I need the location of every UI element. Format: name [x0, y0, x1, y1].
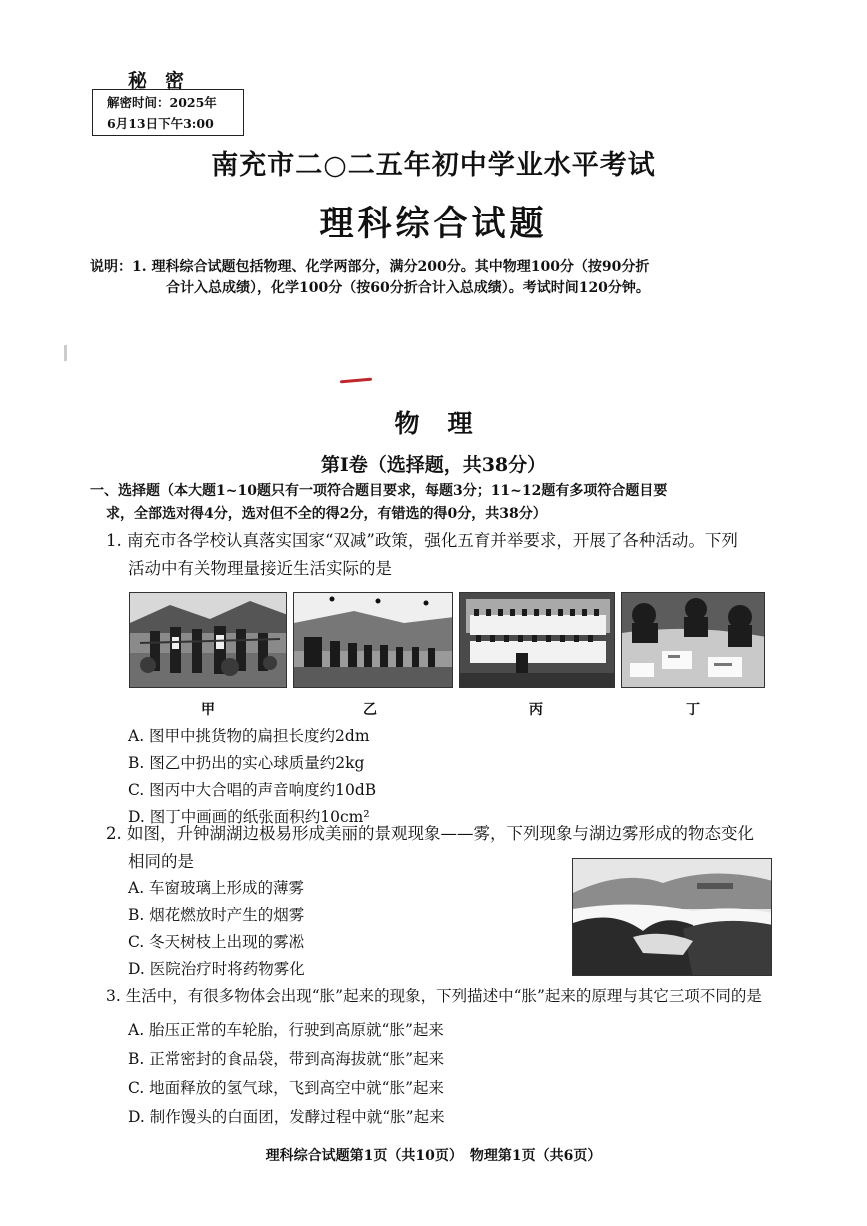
question-1-options	[128, 723, 376, 831]
section-line-2: 求，全部选对得4分，选对但不全的得2分，有错选的得0分，共38分）	[106, 506, 547, 522]
photo-ding-painting	[621, 592, 765, 688]
q3-option-a: A. 胎压正常的车轮胎，行驶到高原就“胀”起来	[128, 1021, 444, 1039]
section-line-1: 一、选择题（本大题1~10题只有一项符合题目要求，每题3分；11~12题有多项符合题目要	[90, 483, 668, 499]
secret-label: 秘密	[128, 70, 203, 92]
declassification-box	[92, 89, 244, 136]
q3-option-d: D. 制作馒头的白面团，发酵过程中就“胀”起来	[128, 1108, 445, 1126]
subject-heading: 物理	[394, 409, 501, 438]
q1-option-b: B. 图乙中扔出的实心球质量约2kg	[128, 754, 365, 772]
q1-stem-line-2: 活动中有关物理量接近生活实际的是	[128, 559, 392, 578]
photo-jia-carrying-pole	[129, 592, 287, 688]
caption-jia: 甲	[201, 702, 215, 718]
q1-option-c: C. 图丙中大合唱的声音响度约10dB	[128, 781, 377, 799]
q3-option-b: B. 正常密封的食品袋，带到高海拔就“胀”起来	[128, 1050, 445, 1068]
q2-option-b: B. 烟花燃放时产生的烟雾	[128, 906, 305, 924]
declass-line-2: 6月13日下午3:00	[107, 116, 214, 131]
question-2-options	[128, 875, 305, 983]
caption-yi: 乙	[363, 702, 377, 718]
caption-bing: 丙	[529, 702, 543, 718]
red-ink-mark	[340, 378, 372, 384]
q2-stem-line-2: 相同的是	[128, 852, 194, 871]
q2-option-d: D. 医院治疗时将药物雾化	[128, 960, 305, 978]
photo-bing-choir	[459, 592, 615, 688]
volume-heading: 第Ⅰ卷（选择题，共38分）	[320, 454, 547, 476]
exam-title: 南充市二○二五年初中学业水平考试	[211, 150, 656, 181]
q2-option-a: A. 车窗玻璃上形成的薄雾	[128, 879, 305, 897]
question-3-stem: 3. 生活中，有很多物体会出现“胀”起来的现象，下列描述中“胀”起来的原理与其它三项不同的是	[106, 987, 762, 1005]
q3-option-c: C. 地面释放的氢气球，飞到高空中就“胀”起来	[128, 1079, 445, 1097]
q1-option-d: D. 图丁中画画的纸张面积约10cm²	[128, 808, 370, 826]
question-3-options	[128, 1016, 445, 1132]
declass-line-1: 解密时间：2025年	[107, 95, 217, 110]
question-1-stem	[106, 527, 786, 583]
section-instructions	[90, 480, 790, 526]
paper-title: 理科综合试题	[319, 204, 548, 244]
q1-stem-line-1: 1. 南充市各学校认真落实国家“双减”政策，强化五育并举要求，开展了各种活动。下列	[106, 531, 738, 550]
note-line-1: 说明：1. 理科综合试题包括物理、化学两部分，满分200分。其中物理100分（按90分折	[90, 259, 650, 275]
q1-option-a: A. 图甲中挑货物的扁担长度约2dm	[128, 727, 370, 745]
photo-lake-fog	[572, 858, 772, 976]
q2-option-c: C. 冬天树枝上出现的雾凇	[128, 933, 305, 951]
scan-mark	[64, 345, 67, 361]
page-footer: 理科综合试题第1页（共10页） 物理第1页（共6页）	[265, 1148, 602, 1164]
instructions-note	[90, 257, 790, 299]
note-line-2: 合计入总成绩），化学100分（按60分折合计入总成绩）。考试时间120分钟。	[166, 280, 650, 296]
q2-stem-line-1: 2. 如图，升钟湖湖边极易形成美丽的景观现象——雾，下列现象与湖边雾形成的物态变化	[106, 824, 754, 843]
photo-yi-shot-put	[293, 592, 453, 688]
caption-ding: 丁	[686, 702, 700, 718]
